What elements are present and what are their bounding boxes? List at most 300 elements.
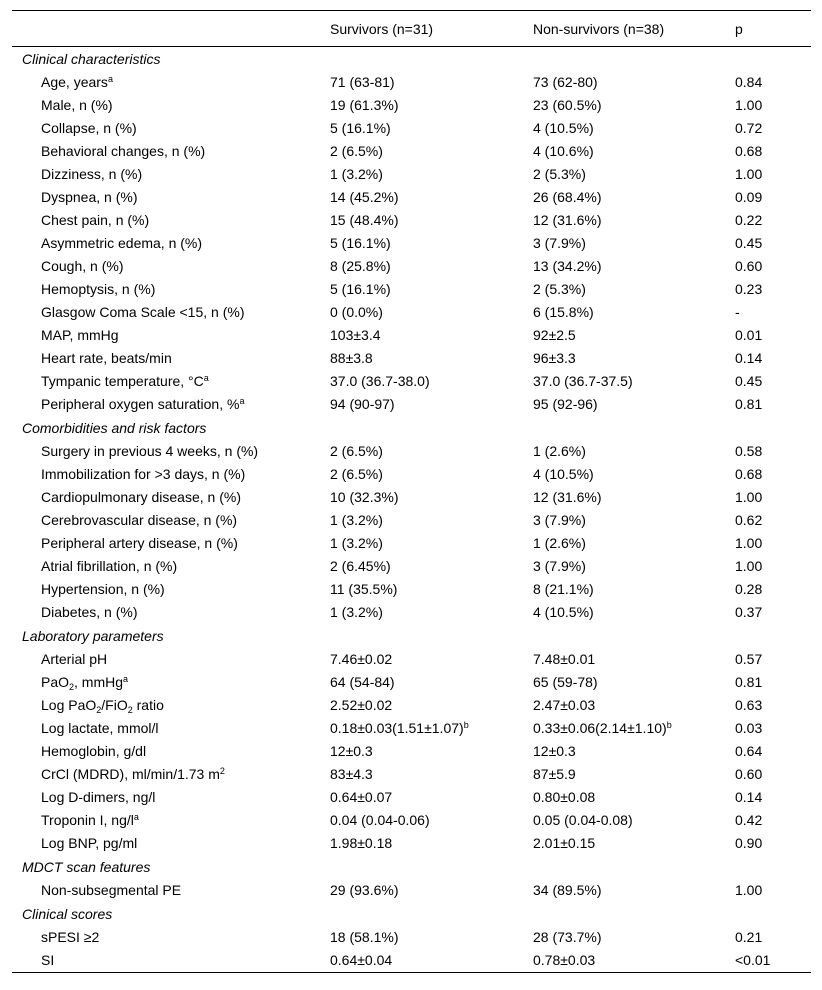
nonsurvivors-value-text: 28 (73.7%) (533, 929, 602, 945)
table-row (12, 509, 811, 532)
nonsurvivors-value (523, 370, 725, 393)
table-row (12, 832, 811, 855)
survivors-value-text: 0.18±0.03(1.51±1.07) (330, 720, 464, 736)
nonsurvivors-value (523, 255, 725, 278)
survivors-value-text: 1 (3.2%) (330, 512, 383, 528)
table-row (12, 740, 811, 763)
header-p-value: p (725, 11, 811, 47)
nonsurvivors-value (523, 879, 725, 902)
survivors-value-text: 12±0.3 (330, 743, 373, 759)
header-nonsurvivors: Non-survivors (n=38) (523, 11, 725, 47)
survivors-value (320, 117, 523, 140)
nonsurvivors-value-text: 8 (21.1%) (533, 581, 594, 597)
row-label (12, 440, 320, 463)
survivors-value (320, 832, 523, 855)
survivors-value (320, 140, 523, 163)
survivors-value-text: 1 (3.2%) (330, 535, 383, 551)
table-row (12, 555, 811, 578)
nonsurvivors-value-text: 0.33±0.06(2.14±1.10) (533, 720, 667, 736)
table-row (12, 324, 811, 347)
survivors-value-text: 64 (54-84) (330, 674, 395, 690)
survivors-value (320, 694, 523, 717)
table-row (12, 601, 811, 624)
label-superscript: a (123, 674, 129, 684)
row-label-text: Peripheral oxygen saturation, % (41, 396, 240, 412)
row-label-text: CrCl (MDRD), ml/min/1.73 m (41, 766, 220, 782)
survivors-value-text: 10 (32.3%) (330, 489, 399, 505)
nonsurvivors-value (523, 601, 725, 624)
nonsurvivors-value (523, 578, 725, 601)
survivors-value-text: 71 (63-81) (330, 74, 395, 90)
p-value: 0.58 (735, 443, 763, 459)
survivors-value (320, 809, 523, 832)
survivors-value (320, 671, 523, 694)
nonsurvivors-value-text: 0.80±0.08 (533, 789, 596, 805)
value-superscript: b (666, 720, 672, 730)
p-value: 0.42 (735, 812, 763, 828)
survivors-value (320, 509, 523, 532)
nonsurvivors-value-text: 3 (7.9%) (533, 512, 586, 528)
row-label-text: Hemoglobin, g/dl (41, 743, 147, 759)
nonsurvivors-value (523, 555, 725, 578)
survivors-value (320, 324, 523, 347)
row-label (12, 94, 320, 117)
row-label-text: Diabetes, n (%) (41, 604, 138, 620)
table-row (12, 809, 811, 832)
survivors-value (320, 71, 523, 94)
survivors-value (320, 786, 523, 809)
row-label-text: PaO (41, 674, 70, 690)
label-superscript: a (239, 396, 245, 406)
p-value: 0.81 (735, 674, 763, 690)
nonsurvivors-value-text: 92±2.5 (533, 327, 576, 343)
survivors-value-text: 1.98±0.18 (330, 835, 393, 851)
survivors-value (320, 301, 523, 324)
nonsurvivors-value-text: 2 (5.3%) (533, 281, 586, 297)
row-label-text: Log BNP, pg/ml (41, 835, 138, 851)
p-value: 0.60 (735, 258, 763, 274)
survivors-value-text: 0 (0.0%) (330, 304, 383, 320)
p-value: - (735, 304, 740, 320)
p-value: 0.68 (735, 466, 763, 482)
row-label (12, 486, 320, 509)
survivors-value-text: 2 (6.45%) (330, 558, 391, 574)
survivors-value (320, 163, 523, 186)
p-value: 0.22 (735, 212, 763, 228)
nonsurvivors-value-text: 87±5.9 (533, 766, 576, 782)
label-superscript: a (203, 373, 209, 383)
nonsurvivors-value-text: 73 (62-80) (533, 74, 598, 90)
nonsurvivors-value (523, 440, 725, 463)
table-row (12, 278, 811, 301)
nonsurvivors-value-text: 65 (59-78) (533, 674, 598, 690)
label-subscript: 2 (69, 682, 75, 692)
table-row (12, 717, 811, 740)
survivors-value (320, 949, 523, 973)
nonsurvivors-value (523, 648, 725, 671)
nonsurvivors-value (523, 393, 725, 416)
survivors-value-text: 2 (6.5%) (330, 443, 383, 459)
row-label (12, 717, 320, 740)
survivors-value-text: 5 (16.1%) (330, 120, 391, 136)
nonsurvivors-value-text: 4 (10.6%) (533, 143, 594, 159)
nonsurvivors-value-text: 4 (10.5%) (533, 120, 594, 136)
survivors-value (320, 926, 523, 949)
nonsurvivors-value-text: 2.01±0.15 (533, 835, 596, 851)
nonsurvivors-value-text: 4 (10.5%) (533, 466, 594, 482)
nonsurvivors-value (523, 832, 725, 855)
table-row (12, 578, 811, 601)
p-value: 0.63 (735, 697, 763, 713)
survivors-value-text: 15 (48.4%) (330, 212, 399, 228)
section-title: Clinical scores (22, 905, 113, 922)
survivors-value (320, 486, 523, 509)
row-label-text: SI (41, 952, 55, 968)
nonsurvivors-value (523, 509, 725, 532)
nonsurvivors-value-text: 3 (7.9%) (533, 558, 586, 574)
table-row (12, 440, 811, 463)
p-value: 0.72 (735, 120, 763, 136)
header-variable (12, 11, 320, 47)
row-label-text: Surgery in previous 4 weeks, n (%) (41, 443, 259, 459)
table-row (12, 232, 811, 255)
row-label-text: MAP, mmHg (41, 327, 119, 343)
row-label-text: Dizziness, n (%) (41, 166, 143, 182)
row-label (12, 186, 320, 209)
nonsurvivors-value (523, 694, 725, 717)
table-row (12, 347, 811, 370)
nonsurvivors-value (523, 740, 725, 763)
nonsurvivors-value (523, 671, 725, 694)
row-label-text: Age, years (41, 74, 108, 90)
table-row (12, 786, 811, 809)
table-row (12, 370, 811, 393)
table-row (12, 186, 811, 209)
row-label (12, 301, 320, 324)
survivors-value-text: 0.64±0.04 (330, 952, 393, 968)
survivors-value (320, 209, 523, 232)
header-row (12, 11, 811, 47)
row-label-text: Log D-dimers, ng/l (41, 789, 156, 805)
survivors-value (320, 717, 523, 740)
row-label-text: Tympanic temperature, °C (41, 373, 204, 389)
nonsurvivors-value-text: 0.05 (0.04-0.08) (533, 812, 633, 828)
table-row (12, 694, 811, 717)
row-label-text-mid: /FiO (101, 697, 128, 713)
nonsurvivors-value-text: 12 (31.6%) (533, 212, 602, 228)
nonsurvivors-value-text: 12±0.3 (533, 743, 576, 759)
table-row (12, 94, 811, 117)
row-label-text: Cerebrovascular disease, n (%) (41, 512, 238, 528)
section-row (12, 902, 811, 926)
survivors-value (320, 347, 523, 370)
p-value: 0.84 (735, 74, 763, 90)
table-body (12, 47, 811, 973)
survivors-value (320, 763, 523, 786)
section-row (12, 416, 811, 440)
label-superscript: a (133, 812, 139, 822)
table-row (12, 949, 811, 973)
p-value: 0.45 (735, 373, 763, 389)
survivors-value-text: 5 (16.1%) (330, 235, 391, 251)
table-row (12, 117, 811, 140)
p-value: 0.60 (735, 766, 763, 782)
nonsurvivors-value (523, 186, 725, 209)
nonsurvivors-value-text: 1 (2.6%) (533, 443, 586, 459)
table-header (12, 11, 811, 47)
row-label-text: Non-subsegmental PE (41, 882, 182, 898)
survivors-value (320, 555, 523, 578)
p-value: 0.21 (735, 929, 763, 945)
survivors-value-text: 7.46±0.02 (330, 651, 393, 667)
section-title: Laboratory parameters (22, 627, 164, 644)
p-value: 0.28 (735, 581, 763, 597)
p-value: 0.37 (735, 604, 763, 620)
survivors-value-text: 18 (58.1%) (330, 929, 399, 945)
nonsurvivors-value (523, 717, 725, 740)
p-value: 0.23 (735, 281, 763, 297)
nonsurvivors-value-text: 2 (5.3%) (533, 166, 586, 182)
nonsurvivors-value (523, 278, 725, 301)
label-superscript: a (107, 74, 113, 84)
p-value: 0.09 (735, 189, 763, 205)
nonsurvivors-value-text: 37.0 (36.7-37.5) (533, 373, 633, 389)
row-label (12, 324, 320, 347)
survivors-value-text: 19 (61.3%) (330, 97, 399, 113)
row-label (12, 232, 320, 255)
value-superscript: b (463, 720, 469, 730)
nonsurvivors-value (523, 232, 725, 255)
row-label (12, 509, 320, 532)
p-value: 0.64 (735, 743, 763, 759)
nonsurvivors-value-text: 13 (34.2%) (533, 258, 602, 274)
row-label-text: Peripheral artery disease, n (%) (41, 535, 238, 551)
survivors-value-text: 1 (3.2%) (330, 604, 383, 620)
nonsurvivors-value-text: 0.78±0.03 (533, 952, 596, 968)
table-row (12, 163, 811, 186)
label-subscript: 2 (127, 705, 133, 715)
table-row (12, 671, 811, 694)
survivors-value (320, 879, 523, 902)
section-row (12, 855, 811, 879)
survivors-value-text: 103±3.4 (330, 327, 381, 343)
survivors-value-text: 88±3.8 (330, 350, 373, 366)
table-row (12, 393, 811, 416)
row-label-text: Atrial fibrillation, n (%) (41, 558, 178, 574)
row-label (12, 740, 320, 763)
nonsurvivors-value-text: 1 (2.6%) (533, 535, 586, 551)
nonsurvivors-value-text: 4 (10.5%) (533, 604, 594, 620)
nonsurvivors-value-text: 2.47±0.03 (533, 697, 596, 713)
row-label-text: Chest pain, n (%) (41, 212, 150, 228)
survivors-value-text: 83±4.3 (330, 766, 373, 782)
row-label (12, 763, 320, 786)
p-value: 0.90 (735, 835, 763, 851)
row-label-text: Behavioral changes, n (%) (41, 143, 206, 159)
row-label (12, 832, 320, 855)
row-label-text: Arterial pH (41, 651, 108, 667)
row-label (12, 370, 320, 393)
table-row (12, 209, 811, 232)
table-row (12, 926, 811, 949)
row-label (12, 255, 320, 278)
survivors-value-text: 2 (6.5%) (330, 466, 383, 482)
survivors-value-text: 29 (93.6%) (330, 882, 399, 898)
row-label (12, 648, 320, 671)
table-row (12, 532, 811, 555)
row-label (12, 163, 320, 186)
p-value: 0.81 (735, 396, 763, 412)
row-label-text: Log PaO (41, 697, 97, 713)
p-value: 1.00 (735, 97, 763, 113)
nonsurvivors-value (523, 117, 725, 140)
row-label (12, 347, 320, 370)
row-label (12, 140, 320, 163)
nonsurvivors-value-text: 96±3.3 (533, 350, 576, 366)
row-label (12, 278, 320, 301)
row-label-text: Asymmetric edema, n (%) (41, 235, 203, 251)
row-label (12, 671, 320, 694)
row-label (12, 555, 320, 578)
row-label-text: Log lactate, mmol/l (41, 720, 159, 736)
p-value: 1.00 (735, 535, 763, 551)
survivors-value-text: 0.04 (0.04-0.06) (330, 812, 430, 828)
section-title: Comorbidities and risk factors (22, 419, 207, 436)
label-superscript: 2 (219, 766, 225, 776)
section-row (12, 624, 811, 648)
survivors-value (320, 440, 523, 463)
nonsurvivors-value-text: 3 (7.9%) (533, 235, 586, 251)
row-label-text: Heart rate, beats/min (41, 350, 172, 366)
section-title: MDCT scan features (22, 858, 151, 875)
table-row (12, 255, 811, 278)
nonsurvivors-value (523, 301, 725, 324)
survivors-value-text: 2.52±0.02 (330, 697, 393, 713)
row-label (12, 809, 320, 832)
row-label (12, 601, 320, 624)
survivors-value-text: 2 (6.5%) (330, 143, 383, 159)
row-label (12, 209, 320, 232)
survivors-value (320, 740, 523, 763)
nonsurvivors-value-text: 6 (15.8%) (533, 304, 594, 320)
survivors-value (320, 578, 523, 601)
row-label (12, 117, 320, 140)
nonsurvivors-value (523, 786, 725, 809)
row-label (12, 879, 320, 902)
survivors-value-text: 8 (25.8%) (330, 258, 391, 274)
nonsurvivors-value (523, 486, 725, 509)
row-label-text-after: , mmHg (74, 674, 124, 690)
p-value: 1.00 (735, 882, 763, 898)
row-label-text: Hemoptysis, n (%) (41, 281, 156, 297)
label-subscript: 2 (96, 705, 102, 715)
table-row (12, 879, 811, 902)
row-label-text: Cardiopulmonary disease, n (%) (41, 489, 241, 505)
nonsurvivors-value (523, 809, 725, 832)
table-row (12, 763, 811, 786)
survivors-value (320, 94, 523, 117)
section-title: Clinical characteristics (22, 50, 161, 67)
row-label (12, 71, 320, 94)
survivors-value-text: 1 (3.2%) (330, 166, 383, 182)
table-row (12, 648, 811, 671)
survivors-value (320, 532, 523, 555)
table-row (12, 71, 811, 94)
p-value: 1.00 (735, 166, 763, 182)
row-label-text: Immobilization for >3 days, n (%) (41, 466, 246, 482)
nonsurvivors-value-text: 12 (31.6%) (533, 489, 602, 505)
table-row (12, 486, 811, 509)
row-label (12, 463, 320, 486)
survivors-value (320, 232, 523, 255)
survivors-value (320, 186, 523, 209)
row-label (12, 926, 320, 949)
p-value: 0.68 (735, 143, 763, 159)
nonsurvivors-value-text: 95 (92-96) (533, 396, 598, 412)
p-value: 0.45 (735, 235, 763, 251)
p-value: 0.01 (735, 327, 763, 343)
p-value: 0.14 (735, 350, 763, 366)
survivors-value-text: 11 (35.5%) (330, 581, 398, 597)
row-label-text: Hypertension, n (%) (41, 581, 165, 597)
survivors-value-text: 0.64±0.07 (330, 789, 393, 805)
nonsurvivors-value (523, 94, 725, 117)
table-row (12, 140, 811, 163)
table-container (12, 10, 811, 973)
row-label (12, 532, 320, 555)
row-label (12, 578, 320, 601)
nonsurvivors-value-text: 26 (68.4%) (533, 189, 602, 205)
row-label-text: Glasgow Coma Scale <15, n (%) (41, 304, 245, 320)
survivors-value (320, 463, 523, 486)
survivors-value (320, 370, 523, 393)
row-label (12, 949, 320, 973)
nonsurvivors-value-text: 34 (89.5%) (533, 882, 602, 898)
nonsurvivors-value (523, 926, 725, 949)
survivors-value-text: 37.0 (36.7-38.0) (330, 373, 430, 389)
row-label-text: Cough, n (%) (41, 258, 124, 274)
row-label (12, 694, 320, 717)
p-value: 1.00 (735, 558, 763, 574)
row-label (12, 393, 320, 416)
p-value: 0.14 (735, 789, 763, 805)
p-value: <0.01 (725, 949, 811, 973)
nonsurvivors-value (523, 763, 725, 786)
survivors-value (320, 278, 523, 301)
survivors-value (320, 393, 523, 416)
nonsurvivors-value-text: 7.48±0.01 (533, 651, 596, 667)
row-label (12, 786, 320, 809)
nonsurvivors-value (523, 140, 725, 163)
survivors-value (320, 601, 523, 624)
nonsurvivors-value (523, 71, 725, 94)
table-row (12, 463, 811, 486)
survivors-value-text: 14 (45.2%) (330, 189, 399, 205)
nonsurvivors-value (523, 532, 725, 555)
nonsurvivors-value (523, 209, 725, 232)
p-value: 0.62 (735, 512, 763, 528)
row-label-text: Male, n (%) (41, 97, 113, 113)
survivors-value (320, 648, 523, 671)
p-value: 0.57 (735, 651, 763, 667)
nonsurvivors-value (523, 324, 725, 347)
row-label-text: Dyspnea, n (%) (41, 189, 138, 205)
nonsurvivors-value (523, 347, 725, 370)
nonsurvivors-value (523, 949, 725, 973)
row-label-text: Troponin I, ng/l (41, 812, 134, 828)
nonsurvivors-value-text: 23 (60.5%) (533, 97, 602, 113)
survivors-value-text: 5 (16.1%) (330, 281, 391, 297)
